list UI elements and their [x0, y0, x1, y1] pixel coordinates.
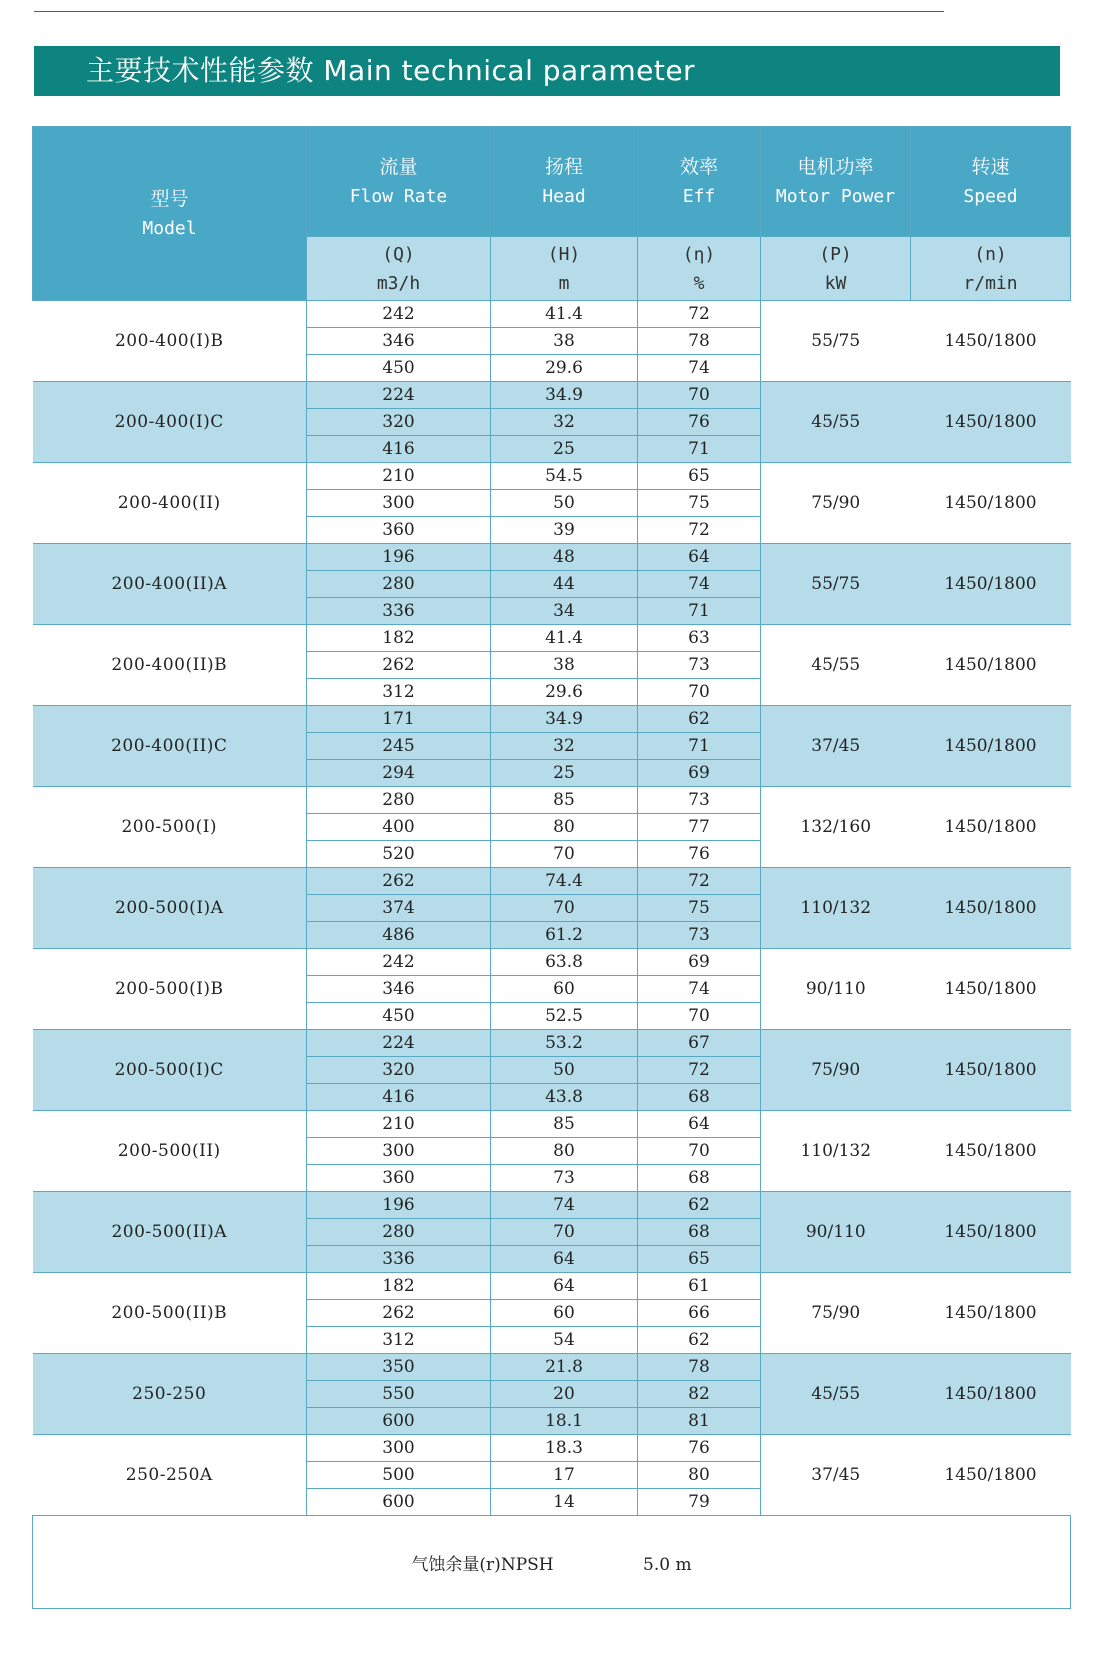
model-group [33, 706, 1071, 787]
flow-cell: 300 [307, 1435, 491, 1462]
flow-cell: 360 [307, 517, 491, 544]
header-model-en: Model [142, 217, 197, 239]
eff-cell: 68 [638, 1165, 761, 1192]
npsh-cell [33, 1516, 1071, 1609]
eff-cell: 69 [638, 949, 761, 976]
flow-cell: 224 [307, 382, 491, 409]
section-title: 主要技术性能参数 Main technical parameter [86, 54, 696, 87]
header-flow-en: Flow Rate [349, 185, 448, 207]
model-cell: 200-500(II)B [33, 1273, 307, 1354]
eff-cell: 70 [638, 1003, 761, 1030]
head-cell: 25 [491, 436, 638, 463]
eff-cell: 73 [638, 922, 761, 949]
head-cell: 38 [491, 652, 638, 679]
head-cell: 43.8 [491, 1084, 638, 1111]
flow-cell: 280 [307, 787, 491, 814]
flow-cell: 196 [307, 544, 491, 571]
flow-cell: 262 [307, 868, 491, 895]
header-model-cn: 型号 [150, 187, 189, 210]
speed-cell: 1450/1800 [911, 1030, 1071, 1111]
head-cell: 32 [491, 733, 638, 760]
flow-cell: 210 [307, 463, 491, 490]
flow-cell: 360 [307, 1165, 491, 1192]
head-cell: 54 [491, 1327, 638, 1354]
unit-head-unit: m [558, 272, 570, 294]
speed-cell: 1450/1800 [911, 301, 1071, 382]
model-cell: 200-500(I)C [33, 1030, 307, 1111]
flow-cell: 280 [307, 1219, 491, 1246]
head-cell: 48 [491, 544, 638, 571]
unit-speed-symbol: (n) [974, 243, 1007, 265]
power-cell: 37/45 [761, 1435, 911, 1516]
head-cell: 63.8 [491, 949, 638, 976]
flow-cell: 450 [307, 355, 491, 382]
head-cell: 50 [491, 1057, 638, 1084]
unit-flow-symbol: (Q) [382, 243, 415, 265]
header-power-cn: 电机功率 [797, 155, 874, 178]
speed-cell: 1450/1800 [911, 1192, 1071, 1273]
flow-cell: 196 [307, 1192, 491, 1219]
table-row [33, 301, 1071, 328]
power-cell: 110/132 [761, 868, 911, 949]
eff-cell: 72 [638, 517, 761, 544]
unit-power [761, 237, 911, 301]
eff-cell: 68 [638, 1084, 761, 1111]
top-divider [34, 11, 944, 12]
head-cell: 60 [491, 976, 638, 1003]
head-cell: 60 [491, 1300, 638, 1327]
section-title-banner [34, 46, 1060, 96]
eff-cell: 73 [638, 787, 761, 814]
model-group [33, 1435, 1071, 1516]
power-cell: 75/90 [761, 463, 911, 544]
header-model [33, 127, 307, 301]
flow-cell: 346 [307, 976, 491, 1003]
head-cell: 34.9 [491, 706, 638, 733]
eff-cell: 72 [638, 1057, 761, 1084]
model-group [33, 949, 1071, 1030]
eff-cell: 75 [638, 895, 761, 922]
head-cell: 44 [491, 571, 638, 598]
flow-cell: 500 [307, 1462, 491, 1489]
table-row [33, 463, 1071, 490]
model-group [33, 544, 1071, 625]
eff-cell: 79 [638, 1489, 761, 1516]
model-cell: 200-400(I)B [33, 301, 307, 382]
header-eff [638, 127, 761, 237]
head-cell: 85 [491, 787, 638, 814]
eff-cell: 81 [638, 1408, 761, 1435]
unit-head-symbol: (H) [547, 243, 581, 265]
eff-cell: 77 [638, 814, 761, 841]
parameter-table [32, 126, 1071, 1609]
head-cell: 80 [491, 1138, 638, 1165]
head-cell: 80 [491, 814, 638, 841]
npsh-row [33, 1516, 1071, 1609]
table-row [33, 868, 1071, 895]
head-cell: 34.9 [491, 382, 638, 409]
head-cell: 70 [491, 1219, 638, 1246]
power-cell: 132/160 [761, 787, 911, 868]
flow-cell: 450 [307, 1003, 491, 1030]
eff-cell: 68 [638, 1219, 761, 1246]
flow-cell: 294 [307, 760, 491, 787]
eff-cell: 62 [638, 1192, 761, 1219]
model-group [33, 625, 1071, 706]
header-power [761, 127, 911, 237]
eff-cell: 65 [638, 463, 761, 490]
flow-cell: 312 [307, 679, 491, 706]
head-cell: 70 [491, 895, 638, 922]
head-cell: 17 [491, 1462, 638, 1489]
head-cell: 34 [491, 598, 638, 625]
header-head-en: Head [542, 185, 586, 207]
table-header [33, 127, 1071, 301]
flow-cell: 336 [307, 598, 491, 625]
head-cell: 14 [491, 1489, 638, 1516]
unit-head [491, 237, 638, 301]
table-row [33, 949, 1071, 976]
model-group [33, 1030, 1071, 1111]
speed-cell: 1450/1800 [911, 463, 1071, 544]
model-cell: 200-500(I) [33, 787, 307, 868]
head-cell: 21.8 [491, 1354, 638, 1381]
flow-cell: 280 [307, 571, 491, 598]
flow-cell: 400 [307, 814, 491, 841]
eff-cell: 64 [638, 544, 761, 571]
eff-cell: 78 [638, 1354, 761, 1381]
head-cell: 39 [491, 517, 638, 544]
power-cell: 45/55 [761, 382, 911, 463]
speed-cell: 1450/1800 [911, 787, 1071, 868]
speed-cell: 1450/1800 [911, 949, 1071, 1030]
speed-cell: 1450/1800 [911, 625, 1071, 706]
table-row [33, 1192, 1071, 1219]
flow-cell: 210 [307, 1111, 491, 1138]
power-cell: 37/45 [761, 706, 911, 787]
table-row [33, 1030, 1071, 1057]
eff-cell: 76 [638, 409, 761, 436]
head-cell: 74 [491, 1192, 638, 1219]
flow-cell: 312 [307, 1327, 491, 1354]
flow-cell: 346 [307, 328, 491, 355]
npsh-note [411, 1550, 691, 1575]
head-cell: 18.1 [491, 1408, 638, 1435]
model-cell: 200-400(II)C [33, 706, 307, 787]
head-cell: 53.2 [491, 1030, 638, 1057]
head-cell: 32 [491, 409, 638, 436]
model-group [33, 463, 1071, 544]
flow-cell: 520 [307, 841, 491, 868]
unit-speed [911, 237, 1071, 301]
speed-cell: 1450/1800 [911, 706, 1071, 787]
eff-cell: 62 [638, 1327, 761, 1354]
power-cell: 75/90 [761, 1273, 911, 1354]
flow-cell: 336 [307, 1246, 491, 1273]
head-cell: 85 [491, 1111, 638, 1138]
flow-cell: 320 [307, 409, 491, 436]
head-cell: 61.2 [491, 922, 638, 949]
unit-eff [638, 237, 761, 301]
flow-cell: 320 [307, 1057, 491, 1084]
eff-cell: 80 [638, 1462, 761, 1489]
flow-cell: 600 [307, 1408, 491, 1435]
header-eff-cn: 效率 [679, 155, 718, 178]
eff-cell: 75 [638, 490, 761, 517]
flow-cell: 171 [307, 706, 491, 733]
eff-cell: 70 [638, 1138, 761, 1165]
flow-cell: 486 [307, 922, 491, 949]
flow-cell: 262 [307, 1300, 491, 1327]
header-speed-cn: 转速 [971, 155, 1010, 178]
eff-cell: 82 [638, 1381, 761, 1408]
power-cell: 55/75 [761, 544, 911, 625]
head-cell: 38 [491, 328, 638, 355]
model-cell: 250-250 [33, 1354, 307, 1435]
model-cell: 200-500(I)A [33, 868, 307, 949]
model-cell: 200-400(II)A [33, 544, 307, 625]
table-row [33, 1273, 1071, 1300]
eff-cell: 71 [638, 436, 761, 463]
eff-cell: 76 [638, 1435, 761, 1462]
head-cell: 64 [491, 1273, 638, 1300]
flow-cell: 374 [307, 895, 491, 922]
eff-cell: 74 [638, 976, 761, 1003]
power-cell: 45/55 [761, 1354, 911, 1435]
model-group [33, 1111, 1071, 1192]
eff-cell: 62 [638, 706, 761, 733]
head-cell: 74.4 [491, 868, 638, 895]
unit-power-symbol: (P) [819, 243, 852, 265]
eff-cell: 78 [638, 328, 761, 355]
head-cell: 29.6 [491, 355, 638, 382]
header-eff-en: Eff [682, 185, 716, 207]
unit-speed-unit: r/min [963, 272, 1018, 294]
unit-eff-unit: % [693, 272, 705, 294]
model-group [33, 382, 1071, 463]
eff-cell: 63 [638, 625, 761, 652]
eff-cell: 64 [638, 1111, 761, 1138]
head-cell: 52.5 [491, 1003, 638, 1030]
header-head [491, 127, 638, 237]
flow-cell: 416 [307, 436, 491, 463]
head-cell: 41.4 [491, 301, 638, 328]
model-cell: 200-500(II) [33, 1111, 307, 1192]
flow-cell: 182 [307, 1273, 491, 1300]
npsh-label: 气蚀余量(r)NPSH [411, 1554, 554, 1575]
flow-cell: 224 [307, 1030, 491, 1057]
eff-cell: 70 [638, 382, 761, 409]
flow-cell: 242 [307, 301, 491, 328]
speed-cell: 1450/1800 [911, 544, 1071, 625]
model-group [33, 1192, 1071, 1273]
unit-flow-unit: m3/h [376, 272, 421, 294]
model-cell: 200-400(II)B [33, 625, 307, 706]
power-cell: 55/75 [761, 301, 911, 382]
header-speed-en: Speed [963, 185, 1018, 207]
head-cell: 54.5 [491, 463, 638, 490]
head-cell: 20 [491, 1381, 638, 1408]
table-row [33, 1435, 1071, 1462]
model-group [33, 868, 1071, 949]
header-flow-cn: 流量 [379, 155, 418, 178]
flow-cell: 245 [307, 733, 491, 760]
model-cell: 200-400(II) [33, 463, 307, 544]
npsh-value: 5.0 m [643, 1554, 692, 1575]
model-group [33, 1273, 1071, 1354]
flow-cell: 300 [307, 490, 491, 517]
model-cell: 250-250A [33, 1435, 307, 1516]
head-cell: 64 [491, 1246, 638, 1273]
flow-cell: 350 [307, 1354, 491, 1381]
power-cell: 75/90 [761, 1030, 911, 1111]
flow-cell: 300 [307, 1138, 491, 1165]
flow-cell: 182 [307, 625, 491, 652]
eff-cell: 74 [638, 571, 761, 598]
speed-cell: 1450/1800 [911, 1354, 1071, 1435]
head-cell: 73 [491, 1165, 638, 1192]
unit-power-unit: kW [824, 272, 847, 294]
speed-cell: 1450/1800 [911, 1273, 1071, 1354]
table-row [33, 1111, 1071, 1138]
model-group [33, 1354, 1071, 1435]
eff-cell: 61 [638, 1273, 761, 1300]
table-footer [33, 1516, 1071, 1609]
unit-eff-symbol: (η) [682, 243, 716, 265]
head-cell: 41.4 [491, 625, 638, 652]
eff-cell: 66 [638, 1300, 761, 1327]
header-flow [307, 127, 491, 237]
power-cell: 110/132 [761, 1111, 911, 1192]
eff-cell: 69 [638, 760, 761, 787]
flow-cell: 416 [307, 1084, 491, 1111]
eff-cell: 65 [638, 1246, 761, 1273]
power-cell: 90/110 [761, 1192, 911, 1273]
model-group [33, 301, 1071, 382]
header-head-cn: 扬程 [544, 155, 583, 178]
head-cell: 50 [491, 490, 638, 517]
unit-flow [307, 237, 491, 301]
eff-cell: 71 [638, 598, 761, 625]
head-cell: 18.3 [491, 1435, 638, 1462]
speed-cell: 1450/1800 [911, 382, 1071, 463]
power-cell: 90/110 [761, 949, 911, 1030]
eff-cell: 73 [638, 652, 761, 679]
table-row [33, 706, 1071, 733]
eff-cell: 72 [638, 301, 761, 328]
eff-cell: 70 [638, 679, 761, 706]
model-cell: 200-500(I)B [33, 949, 307, 1030]
eff-cell: 72 [638, 868, 761, 895]
eff-cell: 67 [638, 1030, 761, 1057]
speed-cell: 1450/1800 [911, 1435, 1071, 1516]
speed-cell: 1450/1800 [911, 868, 1071, 949]
speed-cell: 1450/1800 [911, 1111, 1071, 1192]
table-row [33, 625, 1071, 652]
flow-cell: 242 [307, 949, 491, 976]
head-cell: 70 [491, 841, 638, 868]
flow-cell: 600 [307, 1489, 491, 1516]
eff-cell: 71 [638, 733, 761, 760]
table-row [33, 544, 1071, 571]
model-cell: 200-400(I)C [33, 382, 307, 463]
power-cell: 45/55 [761, 625, 911, 706]
flow-cell: 550 [307, 1381, 491, 1408]
table-row [33, 787, 1071, 814]
head-cell: 29.6 [491, 679, 638, 706]
model-cell: 200-500(II)A [33, 1192, 307, 1273]
table-row [33, 1354, 1071, 1381]
header-power-en: Motor Power [775, 185, 896, 207]
header-speed [911, 127, 1071, 237]
eff-cell: 76 [638, 841, 761, 868]
model-group [33, 787, 1071, 868]
head-cell: 25 [491, 760, 638, 787]
eff-cell: 74 [638, 355, 761, 382]
table-row [33, 382, 1071, 409]
flow-cell: 262 [307, 652, 491, 679]
